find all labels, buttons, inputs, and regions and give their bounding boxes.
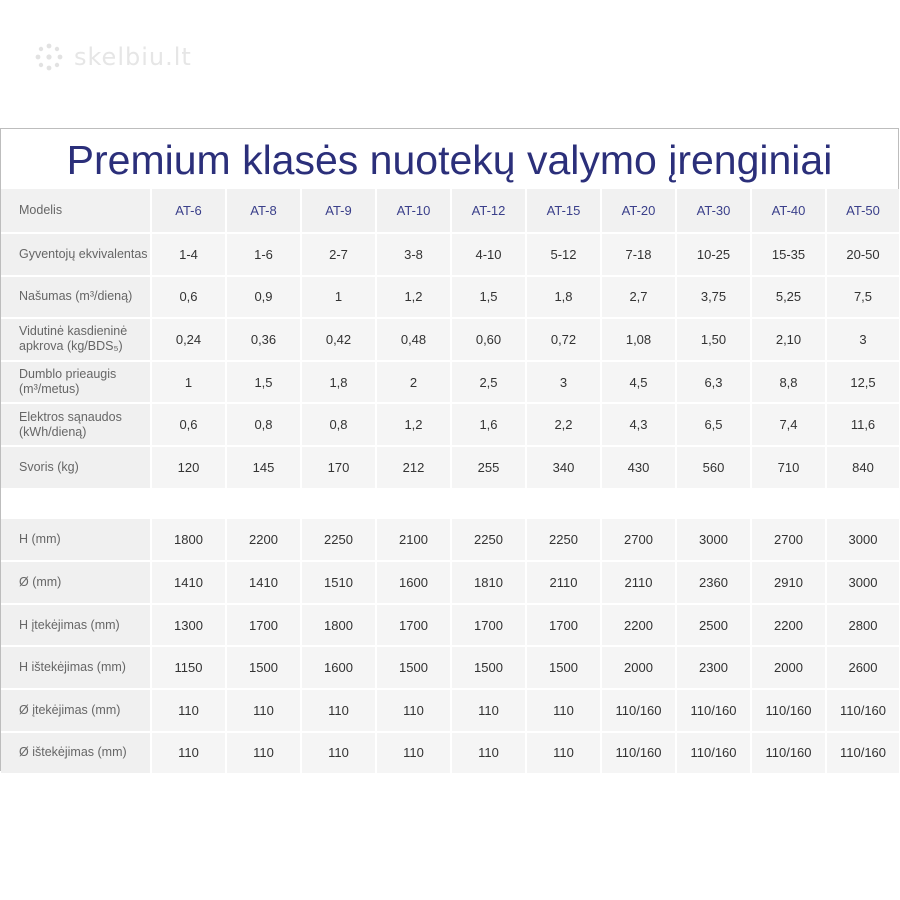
- table-cell: 2,7: [601, 276, 676, 319]
- spec-table: [1, 189, 900, 775]
- table-cell: 2200: [751, 604, 826, 647]
- table-cell: 6,3: [676, 361, 751, 404]
- table-cell: 110: [301, 689, 376, 732]
- table-row: [1, 732, 900, 775]
- table-cell: 110/160: [676, 689, 751, 732]
- table-cell: 20-50: [826, 233, 900, 276]
- table-cell: 0,36: [226, 318, 301, 361]
- table-cell: 1,6: [451, 403, 526, 446]
- table-cell: 2,2: [526, 403, 601, 446]
- row-label: H įtekėjimas (mm): [1, 604, 151, 647]
- table-cell: 0,8: [226, 403, 301, 446]
- header-row: [1, 189, 900, 233]
- header-label: Modelis: [1, 189, 151, 233]
- table-cell: 2110: [601, 561, 676, 604]
- table-cell: 2360: [676, 561, 751, 604]
- table-cell: 2110: [526, 561, 601, 604]
- model-header: AT-8: [226, 189, 301, 233]
- table-cell: 1,08: [601, 318, 676, 361]
- table-cell: 110: [526, 689, 601, 732]
- table-cell: 0,48: [376, 318, 451, 361]
- table-row: [1, 561, 900, 604]
- row-label: Ø ištekėjimas (mm): [1, 732, 151, 775]
- model-header: AT-12: [451, 189, 526, 233]
- table-cell: 2-7: [301, 233, 376, 276]
- table-row: [1, 689, 900, 732]
- table-cell: 2000: [751, 646, 826, 689]
- table-cell: 120: [151, 446, 226, 489]
- table-cell: 145: [226, 446, 301, 489]
- table-cell: 110: [376, 689, 451, 732]
- table-row: [1, 233, 900, 276]
- table-cell: 10-25: [676, 233, 751, 276]
- table-cell: 1-6: [226, 233, 301, 276]
- table-cell: 4,5: [601, 361, 676, 404]
- table-cell: 1-4: [151, 233, 226, 276]
- table-cell: 3: [826, 318, 900, 361]
- table-cell: 110: [151, 689, 226, 732]
- model-header: AT-6: [151, 189, 226, 233]
- table-cell: 3000: [826, 561, 900, 604]
- table-cell: 2700: [601, 519, 676, 562]
- table-cell: 1800: [301, 604, 376, 647]
- row-label: H (mm): [1, 519, 151, 562]
- watermark: [34, 42, 192, 72]
- row-label: H ištekėjimas (mm): [1, 646, 151, 689]
- table-cell: 840: [826, 446, 900, 489]
- model-header: AT-40: [751, 189, 826, 233]
- model-header: AT-50: [826, 189, 900, 233]
- table-cell: 1810: [451, 561, 526, 604]
- table-cell: 1,8: [301, 361, 376, 404]
- table-cell: 1,50: [676, 318, 751, 361]
- table-cell: 255: [451, 446, 526, 489]
- table-cell: 0,6: [151, 276, 226, 319]
- table-cell: 2910: [751, 561, 826, 604]
- table-row: [1, 276, 900, 319]
- row-label: Ø (mm): [1, 561, 151, 604]
- table-cell: 2700: [751, 519, 826, 562]
- table-cell: 5,25: [751, 276, 826, 319]
- table-cell: 2500: [676, 604, 751, 647]
- table-cell: 110: [226, 732, 301, 775]
- row-label: Gyventojų ekvivalentas: [1, 233, 151, 276]
- table-cell: 1,2: [376, 403, 451, 446]
- row-label: Ø įtekėjimas (mm): [1, 689, 151, 732]
- table-cell: 212: [376, 446, 451, 489]
- model-header: AT-30: [676, 189, 751, 233]
- table-cell: 2300: [676, 646, 751, 689]
- table-cell: 1500: [226, 646, 301, 689]
- table-cell: 2: [376, 361, 451, 404]
- table-cell: 1,5: [451, 276, 526, 319]
- gap-cell: [1, 489, 900, 519]
- table-cell: 430: [601, 446, 676, 489]
- table-row: [1, 446, 900, 489]
- table-cell: 2200: [226, 519, 301, 562]
- table-cell: 1800: [151, 519, 226, 562]
- table-cell: 0,9: [226, 276, 301, 319]
- table-row: [1, 403, 900, 446]
- table-cell: 0,6: [151, 403, 226, 446]
- table-cell: 1500: [451, 646, 526, 689]
- table-cell: 2,10: [751, 318, 826, 361]
- table-cell: 2,5: [451, 361, 526, 404]
- table-cell: 1410: [151, 561, 226, 604]
- table-cell: 110/160: [826, 732, 900, 775]
- table-cell: 2000: [601, 646, 676, 689]
- table-cell: 7,4: [751, 403, 826, 446]
- table-cell: 340: [526, 446, 601, 489]
- table-cell: 110/160: [751, 732, 826, 775]
- row-label: Dumblo prieaugis (m³/metus): [1, 361, 151, 404]
- table-cell: 1: [151, 361, 226, 404]
- table-cell: 2250: [451, 519, 526, 562]
- table-cell: 1300: [151, 604, 226, 647]
- table-cell: 6,5: [676, 403, 751, 446]
- model-header: AT-9: [301, 189, 376, 233]
- table-cell: 0,60: [451, 318, 526, 361]
- table-cell: 2600: [826, 646, 900, 689]
- table-cell: 0,24: [151, 318, 226, 361]
- table-cell: 3000: [826, 519, 900, 562]
- row-label: Našumas (m³/dieną): [1, 276, 151, 319]
- row-label: Elektros sąnaudos (kWh/dieną): [1, 403, 151, 446]
- table-cell: 710: [751, 446, 826, 489]
- table-row: [1, 361, 900, 404]
- table-cell: 7,5: [826, 276, 900, 319]
- table-cell: 1510: [301, 561, 376, 604]
- table-cell: 5-12: [526, 233, 601, 276]
- table-cell: 110: [376, 732, 451, 775]
- table-cell: 3,75: [676, 276, 751, 319]
- table-cell: 110/160: [751, 689, 826, 732]
- table-cell: 1700: [526, 604, 601, 647]
- table-cell: 110: [226, 689, 301, 732]
- table-cell: 1410: [226, 561, 301, 604]
- table-cell: 12,5: [826, 361, 900, 404]
- table-cell: 110: [451, 689, 526, 732]
- model-header: AT-15: [526, 189, 601, 233]
- table-cell: 0,42: [301, 318, 376, 361]
- table-cell: 110/160: [826, 689, 900, 732]
- row-label: Vidutinė kasdieninė apkrova (kg/BDS₅): [1, 318, 151, 361]
- table-cell: 560: [676, 446, 751, 489]
- model-header: AT-10: [376, 189, 451, 233]
- table-cell: 110/160: [676, 732, 751, 775]
- table-cell: 110: [526, 732, 601, 775]
- table-cell: 1,5: [226, 361, 301, 404]
- table-row: [1, 646, 900, 689]
- table-cell: 15-35: [751, 233, 826, 276]
- table-row: [1, 519, 900, 562]
- table-cell: 2100: [376, 519, 451, 562]
- table-cell: 7-18: [601, 233, 676, 276]
- table-cell: 2250: [526, 519, 601, 562]
- table-cell: 4,3: [601, 403, 676, 446]
- table-cell: 110: [151, 732, 226, 775]
- table-cell: 1600: [376, 561, 451, 604]
- table-cell: 110: [451, 732, 526, 775]
- table-cell: 1500: [526, 646, 601, 689]
- dots-logo-icon: [34, 42, 64, 72]
- model-header: AT-20: [601, 189, 676, 233]
- table-cell: 110: [301, 732, 376, 775]
- spec-panel: [0, 128, 899, 771]
- page-title: Premium klasės nuotekų valymo įrenginiai: [66, 137, 833, 183]
- table-cell: 4-10: [451, 233, 526, 276]
- table-cell: 1700: [451, 604, 526, 647]
- table-cell: 1150: [151, 646, 226, 689]
- row-label: Svoris (kg): [1, 446, 151, 489]
- section-gap: [1, 489, 900, 519]
- table-cell: 0,72: [526, 318, 601, 361]
- table-cell: 8,8: [751, 361, 826, 404]
- table-cell: 3000: [676, 519, 751, 562]
- table-cell: 1,2: [376, 276, 451, 319]
- table-cell: 3-8: [376, 233, 451, 276]
- table-cell: 1: [301, 276, 376, 319]
- table-cell: 1700: [376, 604, 451, 647]
- table-cell: 2800: [826, 604, 900, 647]
- table-row: [1, 604, 900, 647]
- table-cell: 1700: [226, 604, 301, 647]
- table-cell: 170: [301, 446, 376, 489]
- table-row: [1, 318, 900, 361]
- table-cell: 1,8: [526, 276, 601, 319]
- table-cell: 1600: [301, 646, 376, 689]
- table-cell: 2250: [301, 519, 376, 562]
- table-cell: 110/160: [601, 689, 676, 732]
- table-cell: 2200: [601, 604, 676, 647]
- table-cell: 0,8: [301, 403, 376, 446]
- table-cell: 110/160: [601, 732, 676, 775]
- table-cell: 11,6: [826, 403, 900, 446]
- watermark-text: skelbiu.lt: [74, 43, 192, 71]
- table-cell: 1500: [376, 646, 451, 689]
- table-cell: 3: [526, 361, 601, 404]
